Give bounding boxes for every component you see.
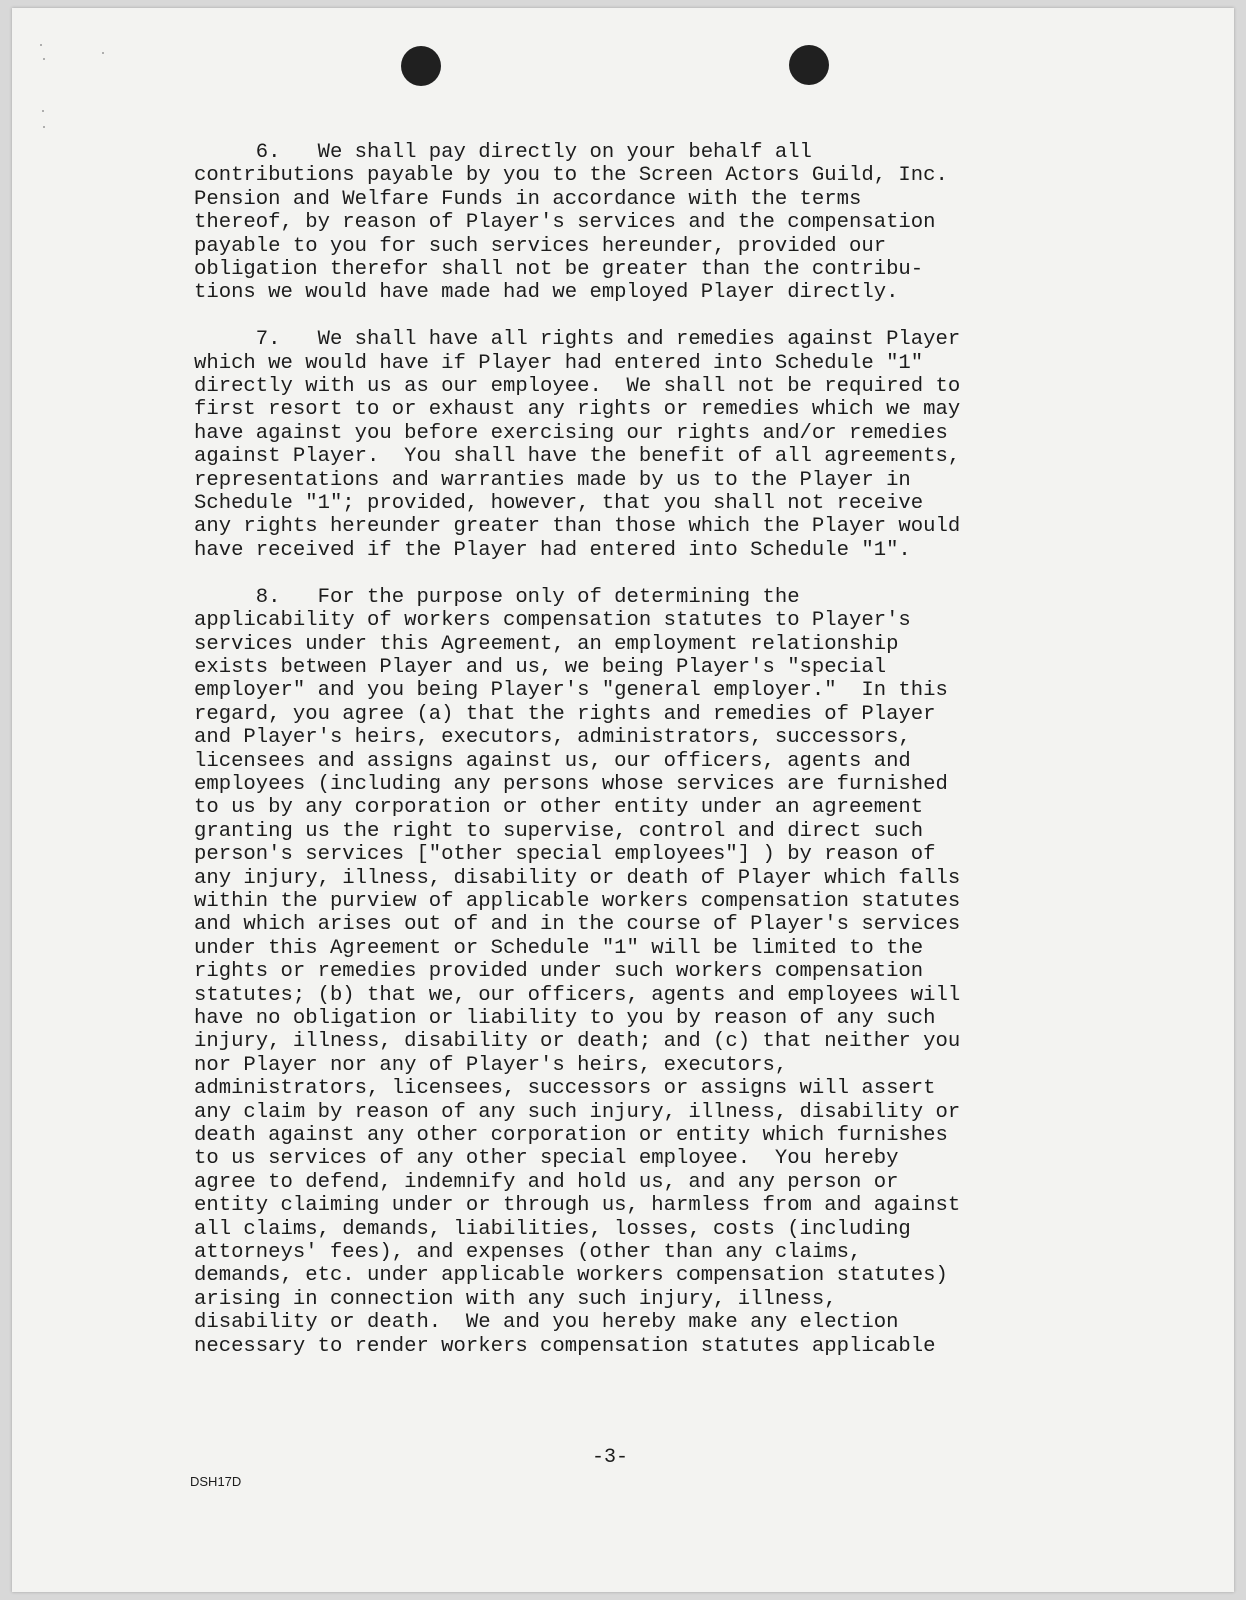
text-line: agree to defend, indemnify and hold us, and any person or bbox=[194, 1170, 899, 1194]
text-line: nor Player nor any of Player's heirs, executors, bbox=[194, 1053, 788, 1077]
text-line: any claim by reason of any such injury, illness, disability or bbox=[194, 1100, 961, 1124]
text-line: 7. We shall have all rights and remedies against Player bbox=[194, 328, 961, 352]
text-line: licensees and assigns against us, our officers, agents and bbox=[194, 749, 911, 773]
text-line: employer" and you being Player's "general employer." In this bbox=[194, 679, 948, 703]
paragraph bbox=[194, 328, 1094, 562]
text-line: and which arises out of and in the course of Player's services bbox=[194, 913, 961, 937]
text-line: death against any other corporation or entity which furnishes bbox=[194, 1124, 948, 1148]
text-line: entity claiming under or through us, harmless from and against bbox=[194, 1194, 961, 1218]
text-line: Schedule "1"; provided, however, that you shall not receive bbox=[194, 492, 924, 516]
document-page bbox=[12, 8, 1234, 1592]
text-line: services under this Agreement, an employment relationship bbox=[194, 632, 899, 656]
paper-speck bbox=[42, 110, 44, 112]
text-line: any rights hereunder greater than those which the Player would bbox=[194, 515, 961, 539]
text-line: injury, illness, disability or death; and (c) that neither you bbox=[194, 1030, 961, 1054]
text-line: to us services of any other special employee. You hereby bbox=[194, 1147, 899, 1171]
text-line: 6. We shall pay directly on your behalf all bbox=[194, 141, 812, 164]
document-code: DSH17D bbox=[190, 1474, 242, 1489]
text-line: have no obligation or liability to you by reason of any such bbox=[194, 1007, 936, 1030]
text-line: contributions payable by you to the Screen Actors Guild, Inc. bbox=[194, 164, 948, 188]
document-body bbox=[194, 141, 1094, 1381]
text-line: within the purview of applicable workers compensation statutes bbox=[194, 889, 961, 913]
page-number: -3- bbox=[592, 1446, 629, 1469]
text-line: regard, you agree (a) that the rights and remedies of Player bbox=[194, 702, 936, 726]
text-line: all claims, demands, liabilities, losses, costs (including bbox=[194, 1217, 911, 1241]
punch-hole-left bbox=[401, 46, 441, 86]
text-line: disability or death. We and you hereby make any election bbox=[194, 1311, 899, 1335]
paragraph bbox=[194, 141, 1094, 305]
text-line: directly with us as our employee. We shall not be required to bbox=[194, 375, 961, 399]
text-line: 8. For the purpose only of determining the bbox=[194, 585, 800, 609]
paper-speck bbox=[102, 52, 104, 54]
paper-speck bbox=[43, 58, 45, 60]
text-line: demands, etc. under applicable workers compensation statutes) bbox=[194, 1264, 948, 1288]
text-line: attorneys' fees), and expenses (other than any claims, bbox=[194, 1241, 862, 1265]
text-line: tions we would have made had we employed Player directly. bbox=[194, 281, 899, 305]
text-line: obligation therefor shall not be greater than the contribu- bbox=[194, 258, 924, 282]
text-line: statutes; (b) that we, our officers, agents and employees will bbox=[194, 983, 961, 1007]
text-line: under this Agreement or Schedule "1" will be limited to the bbox=[194, 936, 924, 960]
text-line: administrators, licensees, successors or assigns will assert bbox=[194, 1077, 936, 1101]
text-line: person's services ["other special employees"] ) by reason of bbox=[194, 843, 936, 867]
text-line: arising in connection with any such injury, illness, bbox=[194, 1287, 837, 1311]
text-line: exists between Player and us, we being Player's "special bbox=[194, 655, 887, 679]
text-line: applicability of workers compensation statutes to Player's bbox=[194, 609, 911, 633]
paper-speck bbox=[43, 126, 45, 128]
text-line: necessary to render workers compensation statutes applicable bbox=[194, 1334, 936, 1358]
text-line: thereof, by reason of Player's services and the compensation bbox=[194, 211, 936, 235]
text-line: Pension and Welfare Funds in accordance with the terms bbox=[194, 187, 862, 211]
text-line: which we would have if Player had entered into Schedule "1" bbox=[194, 351, 924, 375]
punch-hole-right bbox=[789, 45, 829, 85]
text-line: first resort to or exhaust any rights or remedies which we may bbox=[194, 398, 961, 422]
text-line: representations and warranties made by us to the Player in bbox=[194, 468, 911, 492]
text-line: any injury, illness, disability or death of Player which falls bbox=[194, 866, 961, 890]
paper-speck bbox=[40, 44, 42, 46]
text-line: have against you before exercising our rights and/or remedies bbox=[194, 421, 948, 445]
text-line: to us by any corporation or other entity under an agreement bbox=[194, 796, 924, 820]
text-line: employees (including any persons whose services are furnished bbox=[194, 772, 948, 796]
text-line: against Player. You shall have the benefit of all agreements, bbox=[194, 445, 961, 469]
text-line: and Player's heirs, executors, administrators, successors, bbox=[194, 726, 911, 750]
text-line: have received if the Player had entered into Schedule "1". bbox=[194, 538, 911, 562]
text-line: rights or remedies provided under such workers compensation bbox=[194, 960, 924, 984]
paragraph bbox=[194, 586, 1094, 1358]
text-line: granting us the right to supervise, control and direct such bbox=[194, 819, 924, 843]
text-line: payable to you for such services hereunder, provided our bbox=[194, 234, 887, 258]
